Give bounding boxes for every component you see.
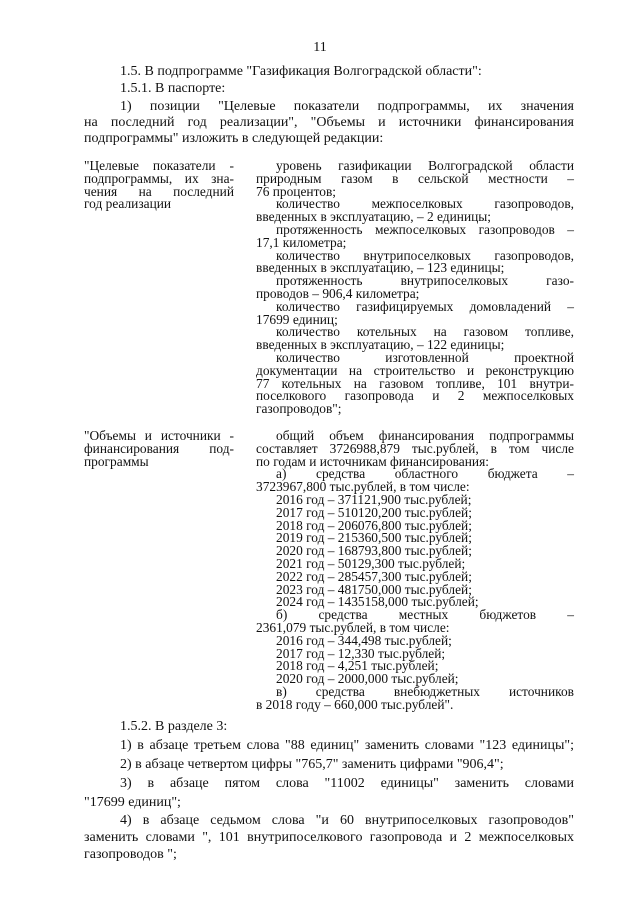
intro-paragraph [84,99,574,147]
value-line: 3723967,800 тыс.рублей, в том числе: [256,479,470,495]
value-line: 2021 год – 50129,300 тыс.рублей; [276,555,466,571]
value-line: количество внутрипоселковых газопроводов, [276,247,574,263]
label-line: подпрограммы, их зна- [84,170,234,186]
value-line: 2017 год – 510120,200 тыс.рублей; [276,504,472,520]
value-line: 2023 год – 481750,000 тыс.рублей; [276,581,472,597]
page-number: 11 [313,40,327,55]
intro-line: 1) позиции "Целевые показатели подпрограммы, их значения [120,99,574,114]
value-line: 2361,079 тыс.рублей, в том числе: [256,619,450,635]
value-line: проводов – 906,4 километра; [256,285,420,301]
item-line: 2) в абзаце четвертом цифры "765,7" заменить цифрами "906,4"; [120,757,504,772]
value-line: 17,1 километра; [256,234,347,250]
value-line: 2018 год – 4,251 тыс.рублей; [276,658,439,674]
value-line: документации на строительство и реконструкцию [256,362,574,378]
label-line: "Объемы и источники - [84,428,234,443]
value-line: количество межпоселковых газопроводов, [276,196,574,212]
value-line: 2022 год – 285457,300 тыс.рублей; [276,568,472,584]
amendment-item-3 [84,776,574,811]
item-line: 1) в абзаце третьем слова "88 единиц" заменить словами "123 единицы"; [120,738,574,753]
value-line: в) средства внебюджетных источников [276,683,574,699]
label-line: финансирования под- [84,440,234,456]
value-line: 2019 год – 215360,500 тыс.рублей; [276,530,472,546]
value-line: 2017 год – 12,330 тыс.рублей; [276,645,446,661]
value-line: 2020 год – 2000,000 тыс.рублей; [276,671,459,687]
value-line: введенных в эксплуатацию, – 2 единицы; [256,209,491,225]
amendment-item-1 [84,738,574,754]
value-line: 2018 год – 206076,800 тыс.рублей; [276,517,472,533]
value-line: а) средства областного бюджета – [276,466,574,482]
label-line: год реализации [84,196,172,212]
amendment-item-2 [84,757,574,773]
value-line: количество котельных на газовом топливе, [276,324,574,340]
target-indicators-label [84,160,234,211]
value-line: 2020 год – 168793,800 тыс.рублей; [276,543,472,559]
value-line: 2016 год – 371121,900 тыс.рублей; [276,491,472,507]
target-indicators-values [256,160,574,416]
amendment-item-4 [84,813,574,863]
item-line: заменить словами ", 101 внутрипоселкового газопровода и 2 межпоселковых [84,830,574,845]
value-line: 77 котельных на газовом топливе, 101 внутри- [256,375,574,391]
value-line: 2024 год – 1435158,000 тыс.рублей; [276,594,479,610]
intro-line: подпрограммы" изложить в следующей редакции: [84,131,384,146]
value-line: газопроводов"; [256,401,342,417]
financing-values [256,430,574,712]
value-line: количество изготовленной проектной [276,349,574,365]
item-line: 3) в абзаце пятом слова "11002 единицы" заменить словами [120,776,574,791]
value-line: поселкового газопровода и 2 межпоселковых [256,388,574,404]
financing-label [84,430,234,468]
value-line: введенных в эксплуатацию, – 122 единицы; [256,337,505,353]
value-line: природным газом в сельской местности – [256,170,574,186]
value-line: количество газифицируемых домовладений – [276,298,574,314]
value-line: протяженность внутрипоселковых газо- [276,273,574,289]
item-line: 4) в абзаце седьмом слова "и 60 внутрипоселковых газопроводов" [120,813,574,828]
item-line: "17699 единиц"; [84,795,181,810]
value-line: введенных в эксплуатацию, – 123 единицы; [256,260,505,276]
value-line: 17699 единиц; [256,311,338,327]
intro-line: на последний год реализации", "Объемы и источники финансирования [84,115,574,130]
section-1-5-1-heading: 1.5.1. В паспорте: [120,81,226,96]
value-line: 76 процентов; [256,183,336,199]
financing-row [84,430,574,720]
value-line: общий объем финансирования подпрограммы [276,428,574,443]
value-line: б) средства местных бюджетов – [276,607,574,623]
value-line: в 2018 году – 660,000 тыс.рублей". [256,696,454,712]
label-line: чения на последний [84,183,234,199]
value-line: 2016 год – 344,498 тыс.рублей; [276,632,452,648]
value-line: составляет 3726988,879 тыс.рублей, в том числе [256,440,574,456]
item-line: газопроводов "; [84,847,177,862]
section-1-5-2-heading: 1.5.2. В разделе 3: [120,719,228,734]
value-line: уровень газификации Волгоградской области [276,158,574,173]
target-indicators-row [84,160,574,420]
value-line: протяженность межпоселковых газопроводов – [276,221,574,237]
label-line: "Целевые показатели - [84,158,234,173]
section-1-5-heading: 1.5. В подпрограмме "Газификация Волгоградской области": [120,64,482,79]
value-line: по годам и источникам финансирования: [256,453,489,469]
label-line: программы [84,453,149,469]
